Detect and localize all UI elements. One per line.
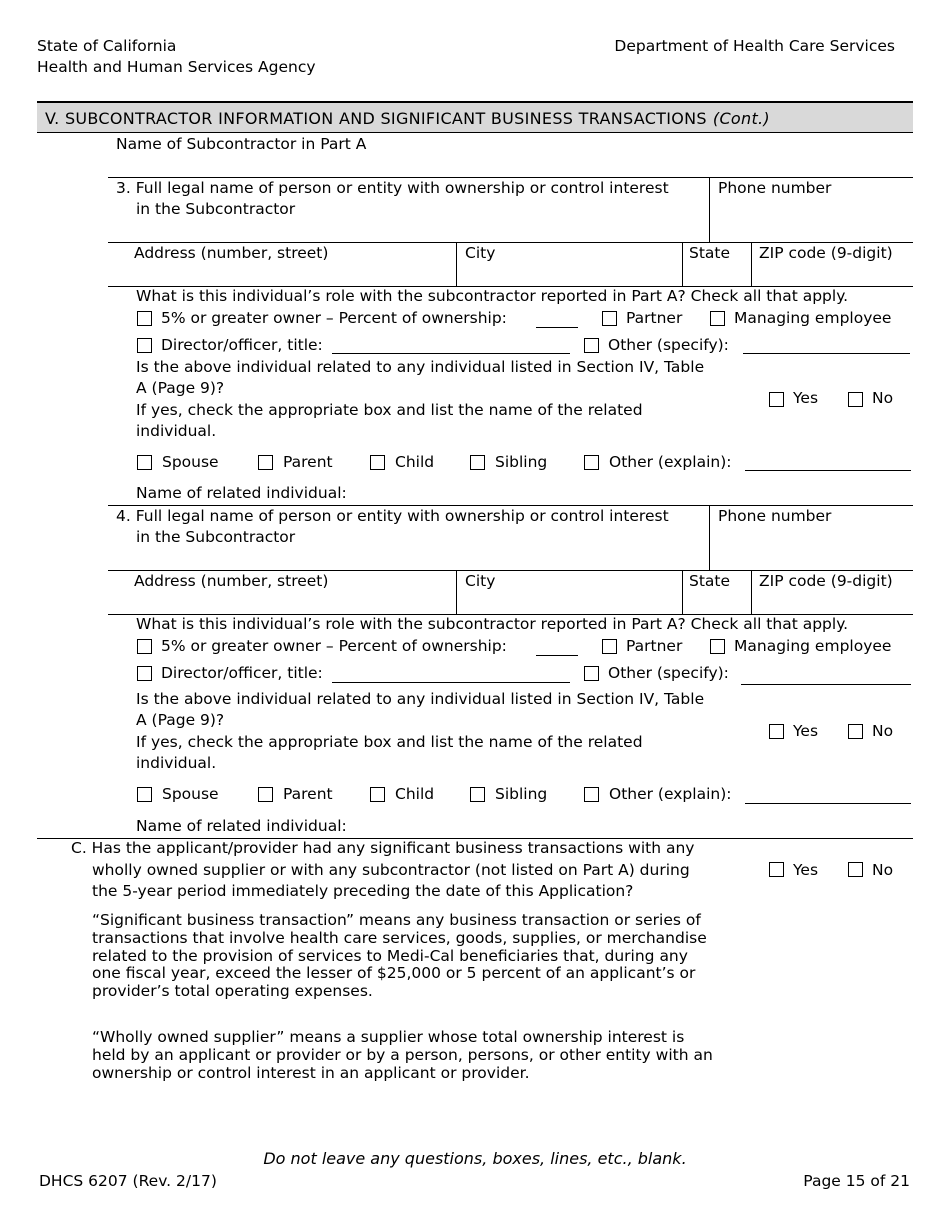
managing-employee-checkbox[interactable] (710, 311, 725, 326)
related-instruction-cont: individual. (136, 422, 217, 440)
state-label: State (689, 244, 731, 262)
definition-line: provider’s total operating expenses. (92, 982, 373, 1001)
owner-5pct-label: 5% or greater owner – Percent of ownership: (161, 309, 507, 327)
related-no-label: No (872, 389, 894, 407)
other-specify-label: Other (specify): (608, 336, 729, 354)
other-explain-checkbox[interactable] (584, 455, 599, 470)
owner-5pct-checkbox[interactable] (137, 639, 152, 654)
related-yes-checkbox[interactable] (769, 724, 784, 739)
zip-label: ZIP code (9-digit) (759, 572, 893, 590)
definition-line: ownership or control interest in an applicant or provider. (92, 1063, 530, 1082)
owner-5pct-label: 5% or greater owner – Percent of ownership: (161, 637, 507, 655)
director-officer-checkbox[interactable] (137, 338, 152, 353)
definition-wholly-owned-supplier (92, 1029, 713, 1082)
address-label: Address (number, street) (134, 244, 329, 262)
part-c-question-cont: the 5-year period immediately preceding the date of this Application? (92, 882, 634, 900)
related-no-label: No (872, 722, 894, 740)
related-yes-label: Yes (793, 389, 819, 407)
rule (108, 570, 913, 571)
related-name-label: Name of related individual: (136, 484, 347, 502)
related-yes-checkbox[interactable] (769, 392, 784, 407)
partner-label: Partner (626, 637, 683, 655)
full-legal-name-label: 4. Full legal name of person or entity with ownership or control interest (116, 507, 669, 525)
definition-line: related to the provision of services to Medi-Cal beneficiaries that, during any (92, 946, 688, 965)
sibling-label: Sibling (495, 785, 548, 803)
section-cont: (Cont.) (712, 109, 770, 128)
footer-notice: Do not leave any questions, boxes, lines, etc., blank. (263, 1149, 687, 1168)
title-line[interactable] (332, 682, 570, 683)
other-explain-checkbox[interactable] (584, 787, 599, 802)
managing-employee-label: Managing employee (734, 309, 892, 327)
other-explain-label: Other (explain): (609, 453, 732, 471)
divider (709, 177, 710, 242)
full-legal-name-label: 3. Full legal name of person or entity with ownership or control interest (116, 179, 669, 197)
other-specify-checkbox[interactable] (584, 338, 599, 353)
role-question: What is this individual’s role with the subcontractor reported in Part A? Check all that apply. (136, 615, 849, 633)
role-question: What is this individual’s role with the subcontractor reported in Part A? Check all that apply. (136, 287, 849, 305)
managing-employee-checkbox[interactable] (710, 639, 725, 654)
related-no-checkbox[interactable] (848, 724, 863, 739)
rule (108, 242, 913, 243)
partner-checkbox[interactable] (602, 639, 617, 654)
full-legal-name-label-cont: in the Subcontractor (136, 200, 296, 218)
other-specify-checkbox[interactable] (584, 666, 599, 681)
child-label: Child (395, 785, 435, 803)
related-question: Is the above individual related to any individual listed in Section IV, Table (136, 358, 705, 376)
definition-significant-transaction (92, 912, 707, 1001)
phone-number-label: Phone number (718, 507, 832, 525)
definition-line: “Significant business transaction” means any business transaction or series of (92, 911, 701, 929)
child-label: Child (395, 453, 435, 471)
sibling-label: Sibling (495, 453, 548, 471)
part-c-no-label: No (872, 861, 894, 879)
director-officer-checkbox[interactable] (137, 666, 152, 681)
related-question: Is the above individual related to any individual listed in Section IV, Table (136, 690, 705, 708)
definition-line: one fiscal year, exceed the lesser of $25,000 or 5 percent of an applicant’s or (92, 964, 696, 983)
part-c-no-checkbox[interactable] (848, 862, 863, 877)
full-legal-name-label-cont: in the Subcontractor (136, 528, 296, 546)
page-number: Page 15 of 21 (803, 1172, 910, 1190)
other-explain-line[interactable] (745, 470, 911, 471)
parent-checkbox[interactable] (258, 787, 273, 802)
part-c-question: C. Has the applicant/provider had any significant business transactions with any (71, 839, 695, 857)
definition-line: “Wholly owned supplier” means a supplier whose total ownership interest is (92, 1028, 685, 1046)
parent-label: Parent (283, 453, 333, 471)
agency-state: State of California (37, 37, 177, 55)
ownership-percent-line[interactable] (536, 327, 578, 328)
related-yes-label: Yes (793, 722, 819, 740)
director-officer-label: Director/officer, title: (161, 336, 323, 354)
divider (682, 570, 683, 614)
part-c-yes-label: Yes (793, 861, 819, 879)
section-title: V. SUBCONTRACTOR INFORMATION AND SIGNIFICANT BUSINESS TRANSACTIONS (45, 109, 707, 128)
title-line[interactable] (332, 353, 570, 354)
spouse-checkbox[interactable] (137, 787, 152, 802)
definition-line: held by an applicant or provider or by a person, persons, or other entity with an (92, 1045, 713, 1064)
other-explain-line[interactable] (745, 803, 911, 804)
partner-checkbox[interactable] (602, 311, 617, 326)
form-id: DHCS 6207 (Rev. 2/17) (39, 1172, 217, 1190)
sibling-checkbox[interactable] (470, 787, 485, 802)
related-question-cont: A (Page 9)? (136, 379, 225, 397)
related-no-checkbox[interactable] (848, 392, 863, 407)
city-label: City (465, 572, 496, 590)
subcontractor-name-label: Name of Subcontractor in Part A (116, 135, 367, 153)
related-instruction-cont: individual. (136, 754, 217, 772)
divider (751, 570, 752, 614)
zip-label: ZIP code (9-digit) (759, 244, 893, 262)
department-name: Department of Health Care Services (614, 37, 895, 55)
spouse-checkbox[interactable] (137, 455, 152, 470)
other-specify-line[interactable] (743, 353, 910, 354)
related-name-label: Name of related individual: (136, 817, 347, 835)
related-instruction: If yes, check the appropriate box and list the name of the related (136, 733, 643, 751)
city-label: City (465, 244, 496, 262)
parent-label: Parent (283, 785, 333, 803)
other-specify-line[interactable] (741, 684, 911, 685)
spouse-label: Spouse (162, 785, 219, 803)
managing-employee-label: Managing employee (734, 637, 892, 655)
other-specify-label: Other (specify): (608, 664, 729, 682)
related-question-cont: A (Page 9)? (136, 711, 225, 729)
divider (751, 242, 752, 286)
divider (456, 242, 457, 286)
parent-checkbox[interactable] (258, 455, 273, 470)
director-officer-label: Director/officer, title: (161, 664, 323, 682)
owner-5pct-checkbox[interactable] (137, 311, 152, 326)
definition-line: transactions that involve health care services, goods, supplies, or merchandise (92, 928, 707, 947)
phone-number-label: Phone number (718, 179, 832, 197)
rule (108, 505, 913, 506)
state-label: State (689, 572, 731, 590)
rule (108, 177, 913, 178)
section-banner (37, 101, 913, 133)
spouse-label: Spouse (162, 453, 219, 471)
partner-label: Partner (626, 309, 683, 327)
divider (456, 570, 457, 614)
child-checkbox[interactable] (370, 787, 385, 802)
sibling-checkbox[interactable] (470, 455, 485, 470)
agency-name: Health and Human Services Agency (37, 58, 316, 76)
part-c-question-cont: wholly owned supplier or with any subcontractor (not listed on Part A) during (92, 861, 690, 879)
child-checkbox[interactable] (370, 455, 385, 470)
divider (682, 242, 683, 286)
part-c-yes-checkbox[interactable] (769, 862, 784, 877)
address-label: Address (number, street) (134, 572, 329, 590)
related-instruction: If yes, check the appropriate box and list the name of the related (136, 401, 643, 419)
other-explain-label: Other (explain): (609, 785, 732, 803)
ownership-percent-line[interactable] (536, 655, 578, 656)
divider (709, 505, 710, 570)
